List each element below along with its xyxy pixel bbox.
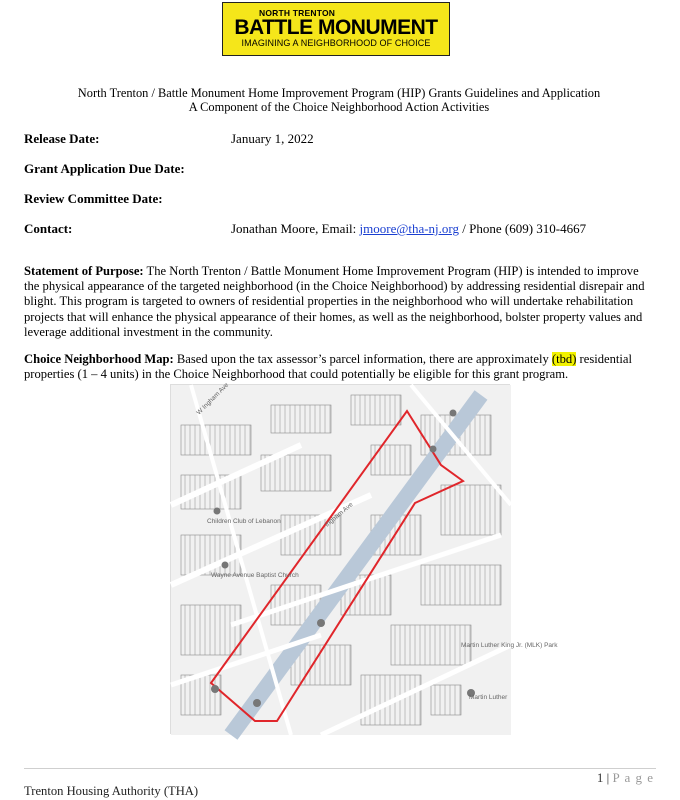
review-date-row xyxy=(24,191,231,206)
contact-name: Jonathan Moore, Email: xyxy=(231,221,360,236)
contact-email-link[interactable]: jmoore@tha-nj.org xyxy=(359,221,459,236)
page-separator: | xyxy=(603,770,613,785)
statement-of-purpose xyxy=(24,264,656,340)
place-label: Martin Luther xyxy=(469,694,508,701)
street-label: W Ingham Ave xyxy=(195,381,231,417)
release-date-value: January 1, 2022 xyxy=(231,131,314,146)
page-word: P a g e xyxy=(612,770,654,785)
release-date-row xyxy=(24,131,314,146)
poi-label: Wayne Avenue Baptist Church xyxy=(211,572,299,579)
contact-label: Contact: xyxy=(24,221,73,236)
page-number xyxy=(597,770,654,786)
purpose-text: The North Trenton / Battle Monument Home Improvement Program (HIP) is intended to improve the physical appearance of the targeted neighborhood (in the Choice Neighborhood) by addressing residential disrepair and blight. This program is targeted to owners of residential properties in the neighborhood who will undertake rehabilitation projects that will enhance the physical appearance of their homes, as well as the neighborhood, bolster property values and leverage additional investment in the community. xyxy=(24,264,645,339)
map-pin-icon xyxy=(430,446,437,453)
title-line-1: North Trenton / Battle Monument Home Improvement Program (HIP) Grants Guidelines and Application xyxy=(77,86,601,100)
battle-monument-logo xyxy=(222,2,450,56)
document-title xyxy=(24,86,654,114)
map-pin-icon xyxy=(253,699,261,707)
map-pin-icon xyxy=(211,685,219,693)
logo-line-3: IMAGINING A NEIGHBORHOOD OF CHOICE xyxy=(241,38,431,48)
logo-line-1: NORTH TRENTON xyxy=(259,8,336,18)
map-text-after: residential properties (1 – 4 units) in the Choice Neighborhood that could potentially be eligible for this grant program. xyxy=(24,352,632,382)
map-pin-icon xyxy=(222,562,229,569)
map-pin-icon xyxy=(317,619,325,627)
map-section-label: Choice Neighborhood Map: xyxy=(24,352,174,366)
poi-label: Children Club of Lebanon xyxy=(207,518,281,525)
due-date-row xyxy=(24,161,231,176)
map-svg xyxy=(171,381,558,735)
map-pin-icon xyxy=(214,508,221,515)
footer-org: Trenton Housing Authority (THA) xyxy=(24,784,199,798)
logo-line-2: BATTLE MONUMENT xyxy=(234,16,438,39)
purpose-label: Statement of Purpose: xyxy=(24,264,144,278)
park-label: Martin Luther King Jr. (MLK) Park xyxy=(461,642,558,649)
map-pin-icon xyxy=(450,410,457,417)
due-date-label: Grant Application Due Date: xyxy=(24,161,185,176)
neighborhood-map xyxy=(170,381,558,734)
contact-row xyxy=(24,221,586,236)
street-label: Ingham Ave xyxy=(323,501,355,529)
choice-neighborhood-map-paragraph xyxy=(24,352,656,382)
title-line-2: A Component of the Choice Neighborhood Action Activities xyxy=(188,100,490,114)
contact-phone: / Phone (609) 310-4667 xyxy=(459,221,587,236)
footer-divider xyxy=(24,768,656,769)
tbd-highlight: (tbd) xyxy=(551,352,577,366)
review-date-label: Review Committee Date: xyxy=(24,191,163,206)
release-date-label: Release Date: xyxy=(24,131,100,146)
map-text-before: Based upon the tax assessor’s parcel information, there are approximately xyxy=(173,352,552,366)
page-number-value: 1 xyxy=(596,770,604,785)
